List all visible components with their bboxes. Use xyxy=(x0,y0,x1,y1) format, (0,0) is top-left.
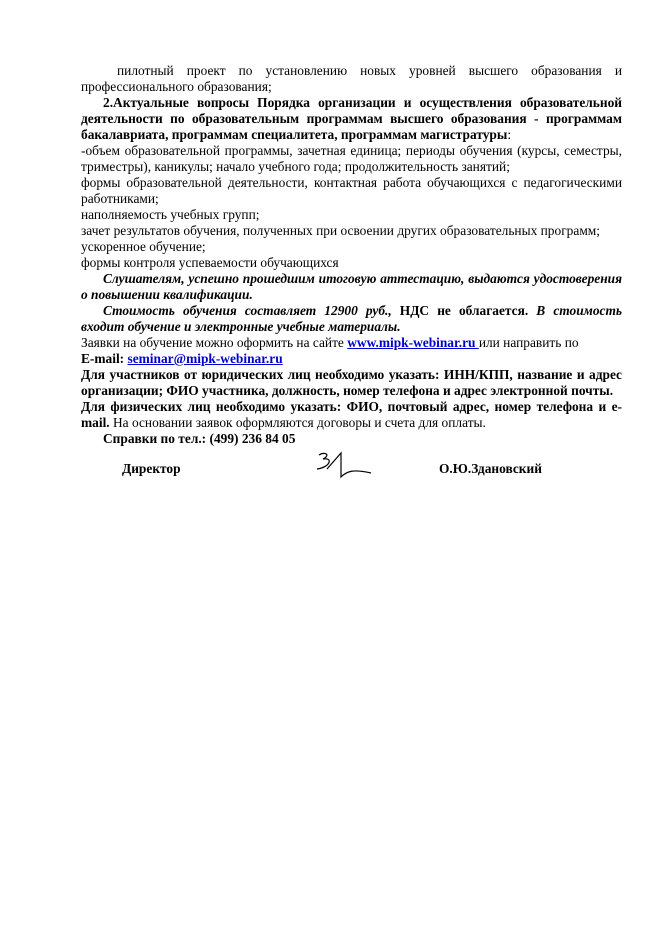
director-name: О.Ю.Здановский xyxy=(439,461,542,476)
list-item: формы контроля успеваемости обучающихся xyxy=(81,255,339,270)
section-heading xyxy=(81,95,622,143)
email-link[interactable]: seminar@mipk-webinar.ru xyxy=(127,351,283,366)
phone-info: Справки по тел.: (499) 236 84 05 xyxy=(103,431,296,446)
heading-text: 2.Актуальные вопросы Порядка организации и осуществления образовательной деятельности по образовательным программам высшего образования - программам бакалавриата, программам специалитета, программам магистратуры xyxy=(81,95,622,142)
cost-amount: Стоимость обучения составляет 12900 руб., xyxy=(103,303,392,318)
certificate-note: Слушателям, успешно прошедшим итоговую аттестацию, выдаются удостоверения о повышении квалификации. xyxy=(81,271,622,302)
email-label: E-mail: xyxy=(81,351,125,366)
document-body xyxy=(81,63,622,447)
paragraph-pilot: пилотный проект по установлению новых уровней высшего образования и профессионального образования; xyxy=(81,63,622,94)
apply-text-2: или направить по xyxy=(478,335,579,350)
signature-row xyxy=(81,447,622,487)
list-item: формы образовательной деятельности, контактная работа обучающихся с педагогическими работниками; xyxy=(81,175,622,206)
apply-text: Заявки на обучение можно оформить на сайте xyxy=(81,335,348,350)
list-item: зачет результатов обучения, полученных при освоении других образовательных программ; xyxy=(81,223,600,238)
director-title: Директор xyxy=(122,461,181,476)
vat-note: НДС не облагается. xyxy=(391,303,529,318)
individuals-required: Для физических лиц необходимо указать: ФИО, почтовый адрес, номер телефона и e-mail. xyxy=(81,399,622,430)
list-item: ускоренное обучение; xyxy=(81,239,206,254)
legal-entities-note: Для участников от юридических лиц необходимо указать: ИНН/КПП, название и адрес организации; ФИО участника, должность, номер телефона и адрес электронной почты. xyxy=(81,367,622,398)
heading-colon: : xyxy=(507,127,512,142)
signature-image xyxy=(311,447,381,487)
contracts-note: На основании заявок оформляются договоры и счета для оплаты. xyxy=(109,415,486,430)
cost-includes: В стоимость входит обучение и электронные учебные материалы. xyxy=(81,303,623,334)
list-item: наполняемость учебных групп; xyxy=(81,207,260,222)
website-link[interactable]: www.mipk-webinar.ru xyxy=(347,335,479,350)
apply-note xyxy=(81,335,622,367)
individuals-note xyxy=(81,399,622,431)
list-item: -объем образовательной программы, зачетная единица; периоды обучения (курсы, семестры, триместры), каникулы; начало учебного года; продолжительность занятий; xyxy=(81,143,622,174)
cost-note xyxy=(81,303,622,335)
